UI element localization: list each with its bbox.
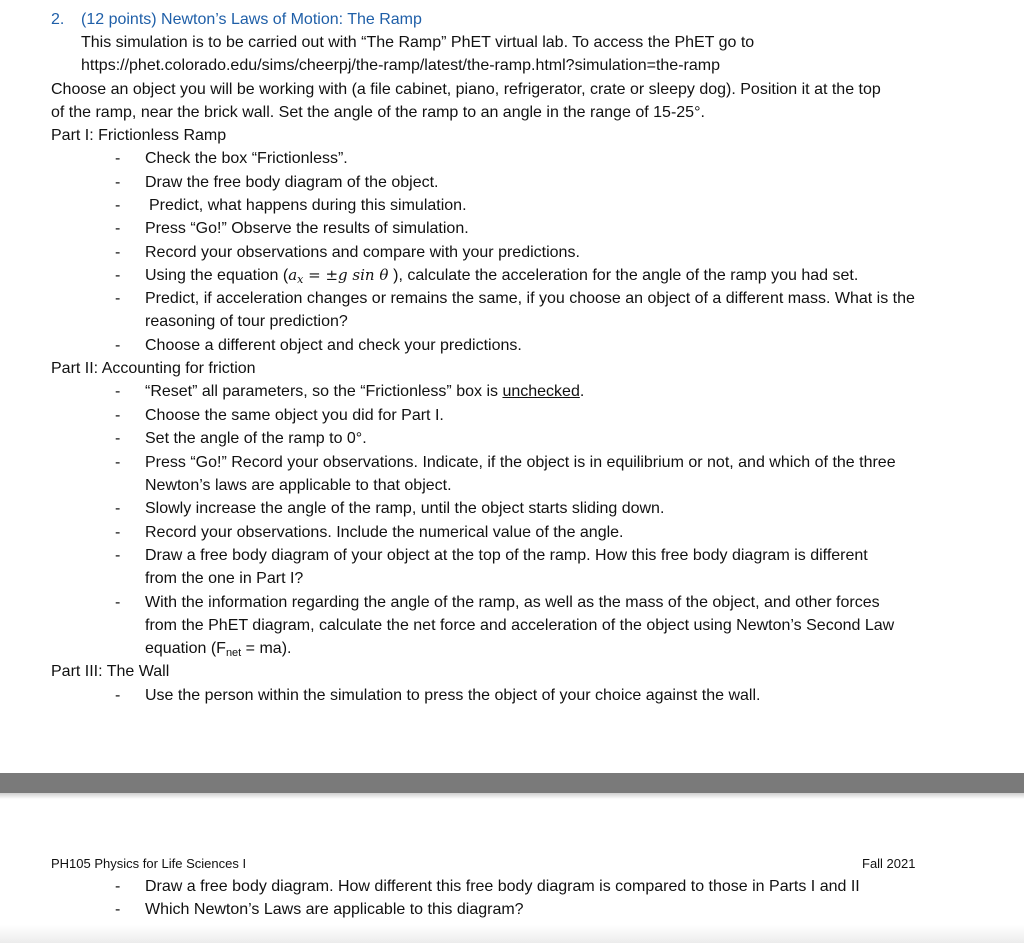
part2-item: Record your observations. Include the numerical value of the angle. [145, 524, 624, 541]
part2-item: Slowly increase the angle of the ramp, until the object starts sliding down. [145, 500, 665, 517]
unchecked-word: unchecked [502, 383, 580, 400]
bullet-dash: - [115, 407, 121, 424]
intro-text: This simulation is to be carried out with “The Ramp” PhET virtual lab. To access the PhET go to [81, 34, 755, 51]
equation-rhs: = ±g sin θ [303, 266, 394, 284]
bullet-dash: - [115, 290, 121, 307]
bullet-dash: - [115, 687, 121, 704]
part3-item: Use the person within the simulation to press the object of your choice against the wall. [145, 687, 761, 704]
bullet-dash: - [115, 878, 121, 895]
part2-item-cont: from the one in Part I? [145, 570, 304, 587]
eq-prefix: equation (F [145, 640, 226, 657]
part2-item: Set the angle of the ramp to 0°. [145, 430, 367, 447]
eq-suffix: = ma). [241, 640, 292, 657]
next-page-item: Which Newton’s Laws are applicable to this diagram? [145, 901, 524, 918]
part1-item: Record your observations and compare with your predictions. [145, 244, 580, 261]
part2-item-cont: Newton’s laws are applicable to that object. [145, 477, 452, 494]
choose-object-text-2: of the ramp, near the brick wall. Set the angle of the ramp to an angle in the range of 15-25°. [51, 104, 705, 121]
bullet-dash: - [115, 383, 121, 400]
bullet-dash: - [115, 244, 121, 261]
simulation-url: https://phet.colorado.edu/sims/cheerpj/the-ramp/latest/the-ramp.html?simulation=the-ramp [81, 57, 720, 74]
bullet-dash: - [115, 454, 121, 471]
equation-prefix: Using the equation ( [145, 267, 289, 284]
bullet-dash: - [115, 594, 121, 611]
eq-subscript: net [225, 647, 242, 659]
bullet-dash: - [115, 524, 121, 541]
part1-item: Check the box “Frictionless”. [145, 150, 348, 167]
part1-item: Choose a different object and check your predictions. [145, 337, 522, 354]
part1-title: Part I: Frictionless Ramp [51, 127, 227, 144]
equation-suffix: ), calculate the acceleration for the angle of the ramp you had set. [393, 267, 859, 284]
part2-item: Press “Go!” Record your observations. Indicate, if the object is in equilibrium or not, and which of the three [145, 454, 896, 471]
reset-suffix: . [579, 383, 585, 400]
bullet-dash: - [115, 901, 121, 918]
reset-prefix: “Reset” all parameters, so the “Frictionless” box is [145, 383, 503, 400]
bullet-dash: - [115, 150, 121, 167]
part2-item: Choose the same object you did for Part I. [145, 407, 444, 424]
part2-item-cont: from the PhET diagram, calculate the net force and acceleration of the object using Newton’s Second Law [145, 617, 895, 634]
page-break-divider [0, 773, 1024, 793]
choose-object-text: Choose an object you will be working with (a file cabinet, piano, refrigerator, crate or sleepy dog). Position it at the top [51, 81, 881, 98]
part2-title: Part II: Accounting for friction [51, 360, 256, 377]
part2-item: Draw a free body diagram of your object at the top of the ramp. How this free body diagram is different [145, 547, 868, 564]
bullet-dash: - [115, 500, 121, 517]
bullet-dash: - [115, 547, 121, 564]
part1-item: Predict, what happens during this simulation. [149, 197, 467, 214]
bullet-dash: - [115, 197, 121, 214]
next-page-item: Draw a free body diagram. How different this free body diagram is compared to those in Parts I and II [145, 878, 860, 895]
page-break-shadow [0, 793, 1024, 799]
part2-item: With the information regarding the angle of the ramp, as well as the mass of the object, and other forces [145, 594, 880, 611]
part1-item: Draw the free body diagram of the object. [145, 174, 439, 191]
term: Fall 2021 [862, 856, 916, 871]
bullet-dash: - [115, 337, 121, 354]
part3-title: Part III: The Wall [51, 663, 170, 680]
predict-mass-item: Predict, if acceleration changes or remains the same, if you choose an object of a different mass. What is the [145, 290, 915, 307]
question-number: 2. [51, 11, 65, 28]
equation-subscript: x [297, 273, 304, 286]
bullet-dash: - [115, 174, 121, 191]
reset-item [145, 380, 584, 403]
course-name: PH105 Physics for Life Sciences I [51, 856, 247, 871]
question-title: (12 points) Newton’s Laws of Motion: The Ramp [81, 11, 422, 28]
bullet-dash: - [115, 267, 121, 284]
bullet-dash: - [115, 220, 121, 237]
predict-mass-item-2: reasoning of tour prediction? [145, 313, 348, 330]
bullet-dash: - [115, 430, 121, 447]
part1-item: Press “Go!” Observe the results of simulation. [145, 220, 469, 237]
bottom-edge [0, 925, 1024, 943]
equation-symbol: a [288, 266, 298, 284]
